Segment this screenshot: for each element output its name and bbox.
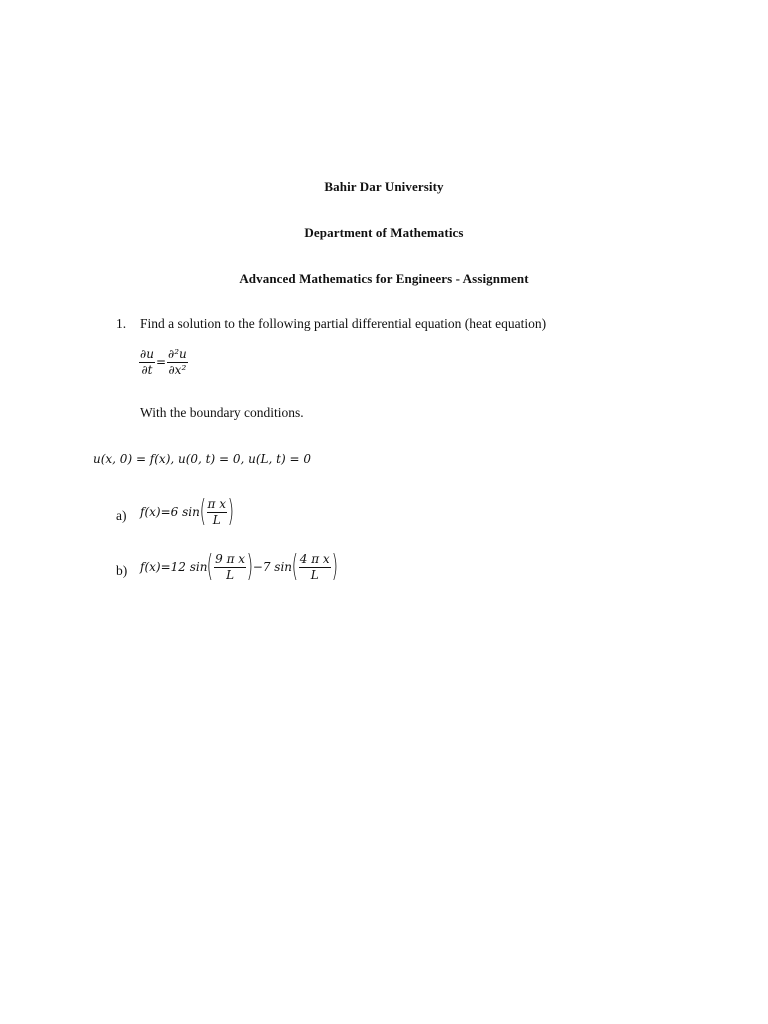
rhs-denominator: ∂x² bbox=[168, 362, 187, 377]
part-a-arg-denominator: L bbox=[212, 512, 221, 527]
university-heading: Bahir Dar University bbox=[324, 179, 444, 194]
part-a-lhs: f(x)=6 sin bbox=[140, 505, 200, 519]
department-heading: Department of Mathematics bbox=[304, 225, 464, 240]
boundary-conditions: u(x, 0) = f(x), u(0, t) = 0, u(L, t) = 0 bbox=[93, 452, 311, 466]
part-b-argument-2 bbox=[298, 553, 332, 581]
left-paren: ( bbox=[207, 549, 214, 584]
right-paren: ) bbox=[227, 494, 235, 529]
part-b-arg1-denominator: L bbox=[226, 567, 235, 582]
lhs-denominator: ∂t bbox=[141, 362, 153, 377]
question-prompt: Find a solution to the following partial differential equation (heat equation) bbox=[140, 316, 547, 331]
course-title-heading: Advanced Mathematics for Engineers - Assignment bbox=[239, 271, 529, 286]
part-b-arg2-denominator: L bbox=[310, 567, 319, 582]
part-b-equation bbox=[140, 549, 338, 584]
boundary-conditions-intro: With the boundary conditions. bbox=[140, 405, 304, 420]
lhs-fraction bbox=[138, 348, 156, 376]
part-b-arg2-numerator: 4 π x bbox=[299, 551, 330, 566]
part-a-equation bbox=[140, 494, 235, 529]
rhs-fraction bbox=[166, 348, 189, 376]
part-b-label: b) bbox=[116, 563, 128, 578]
part-a-argument bbox=[206, 498, 228, 526]
part-a-label: a) bbox=[116, 508, 127, 523]
part-b-arg1-numerator: 9 π x bbox=[215, 551, 246, 566]
part-b-lhs: f(x)=12 sin bbox=[140, 560, 208, 574]
left-paren: ( bbox=[291, 549, 299, 584]
left-paren: ( bbox=[199, 494, 206, 529]
equals-sign: = bbox=[155, 355, 166, 370]
question-number: 1. bbox=[116, 316, 127, 331]
right-paren: ) bbox=[246, 549, 254, 584]
part-a-arg-numerator: π x bbox=[207, 496, 226, 511]
heat-equation bbox=[138, 348, 189, 376]
part-b-middle: −7 sin bbox=[252, 560, 293, 574]
right-paren: ) bbox=[331, 549, 338, 584]
lhs-numerator: ∂u bbox=[140, 347, 154, 361]
rhs-numerator: ∂²u bbox=[168, 347, 187, 361]
part-b-argument-1 bbox=[213, 553, 247, 581]
